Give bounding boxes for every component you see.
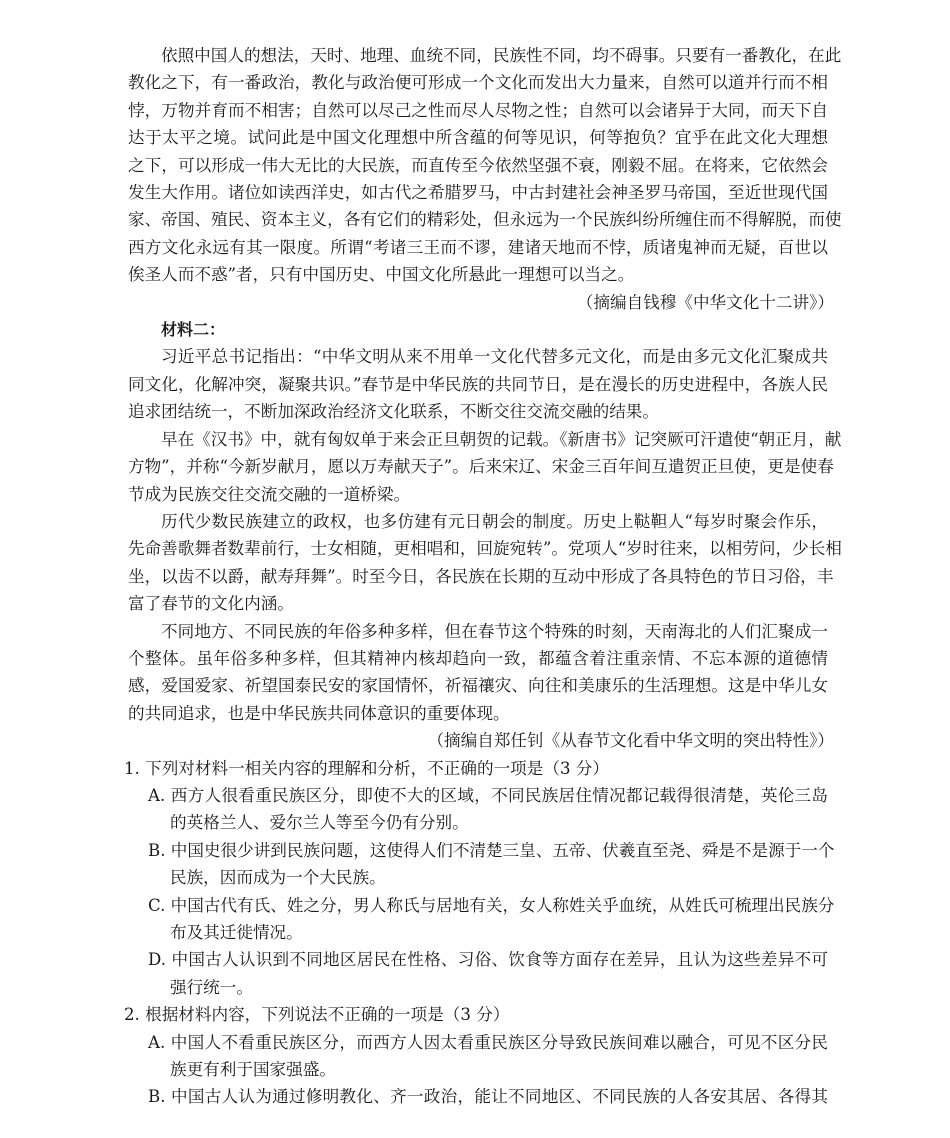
text-line: 家、帝国、殖民、资本主义，各有它们的精彩处，但永远为一个民族纠纷所缠住而不得解脱，而使 [128,210,842,230]
question-title: 2. 根据材料内容，下列说法不正确的一项是（3 分） [124,1005,510,1025]
question-1 [124,755,835,1002]
answer-option-b[interactable] [148,1083,828,1110]
paragraph [128,618,828,728]
text-line: 悖，万物并育而不相害；自然可以尽己之性而尽人尽物之性；自然可以会诸异于大同，而天下自 [128,100,828,120]
option-line: 族更有利于国家强盛。 [170,1060,336,1080]
option-line: 布及其迁徙情况。 [170,923,303,942]
text-line: 坐，以齿不以爵，献寿拜舞”。时至今日，各民族在长期的互动中形成了各具特色的节日习俗，丰 [128,566,834,586]
option-line: A. 中国人不看重民族区分，而西方人因太看重民族区分导致民族间难以融合，可见不区分民 [148,1032,828,1052]
text-line: 达于太平之境。试问此是中国文化理想中所含蕴的何等见识，何等抱负？宜乎在此文化大理想 [128,128,828,148]
text-line: 追求团结统一，不断加深政治经济文化联系，不断交往交流交融的结果。 [128,402,659,422]
text-line: 俟圣人而不惑”者，只有中国历史、中国文化所悬此一理想可以当之。 [128,265,635,285]
text-line: 教化之下，有一番政治，教化与政治便可形成一个文化而发出大力量来，自然可以道并行而不相 [128,73,828,93]
text-line: 的共同追求，也是中华民族共同体意识的重要体现。 [128,703,510,723]
question-2 [124,1001,828,1111]
question-title: 1. 下列对材料一相关内容的理解和分析，不正确的一项是（3 分） [124,758,609,778]
text-line: 早在《汉书》中，就有匈奴单于来会正旦朝贺的记载。《新唐书》记突厥可汗遣使“朝正月，献 [161,429,842,449]
text-line: 不同地方、不同民族的年俗多种多样，但在春节这个特殊的时刻，天南海北的人们汇聚成一 [161,621,828,641]
paragraph [128,426,842,508]
answer-option-a[interactable] [148,1029,828,1084]
text-line: 先命善歌舞者数辈前行，士女相随，更相唱和，回旋宛转”。党项人“岁时往来，以相劳问，少长相 [128,539,842,559]
answer-option-c[interactable] [148,892,835,947]
option-line: 民族，因而成为一个大民族。 [170,868,386,888]
text-line: 方物”，并称“今新岁献月，愿以万寿献天子”。后来宋辽、宋金三百年间互遣贺正旦使，更是使春 [128,457,834,477]
option-line: D. 中国古人认识到不同地区居民在性格、习俗、饮食等方面存在差异，且认为这些差异不可 [148,950,828,970]
text-line: 西方文化永远有其一限度。所谓“考诸三王而不谬，建诸天地而不悖，质诸鬼神而无疑，百世以 [128,237,828,257]
answer-option-d[interactable] [148,946,828,1001]
option-line: 的英格兰人、爱尔兰人等至今仍有分别。 [170,813,469,833]
material-one [128,42,842,316]
material-two [128,316,842,755]
text-line: 之下，可以形成一伟大无比的大民族，而直传至今依然坚强不衰，刚毅不屈。在将来，它依然会 [128,155,828,175]
answer-option-b[interactable] [148,837,835,892]
option-line: A. 西方人很看重民族区分，即使不大的区域，不同民族居住情况都记载得很清楚，英伦三岛 [148,785,828,805]
text-line: 富了春节的文化内涵。 [128,594,294,614]
paragraph [128,508,842,618]
paragraph [128,343,828,425]
option-line: B. 中国史很少讲到民族问题，这使得人们不清楚三皇、五帝、伏羲直至尧、舜是不是源于一个 [148,840,835,860]
text-line: 习近平总书记指出：“中华文明从来不用单一文化代替多元文化，而是由多元文化汇聚成共 [161,347,828,367]
text-line: 依照中国人的想法，天时、地理、血统不同，民族性不同，均不碍事。只要有一番教化，在此 [161,46,842,65]
option-line: C. 中国古代有氏、姓之分，男人称氏与居地有关，女人称姓关乎血统，从姓氏可梳理出民族分 [148,895,835,915]
text-line: 节成为民族交往交流交融的一道桥梁。 [128,484,411,504]
text-line: 个整体。虽年俗多种多样，但其精神内核却趋向一致，都蕴含着注重亲情、不忘本源的道德情 [128,648,828,668]
text-line: 同文化，化解冲突，凝聚共识。”春节是中华民族的共同节日，是在漫长的历史进程中，各族人民 [128,374,828,394]
option-line: 强行统一。 [170,977,253,997]
text-line: 感，爱国爱家、祈望国泰民安的家国情怀，祈福禳灾、向往和美康乐的生活理想。这是中华儿女 [128,676,828,696]
source-citation: （摘编自郑任钊《从春节文化看中华文明的突出特性》） [427,731,834,751]
source-citation: （摘编自钱穆《中华文化十二讲》） [576,292,834,312]
answer-option-a[interactable] [148,782,828,837]
text-line: 发生大作用。诸位如读西洋史，如古代之希腊罗马，中古封建社会神圣罗马帝国，至近世现代国 [128,183,828,203]
material-heading: 材料二： [161,320,226,340]
option-line: B. 中国古人认为通过修明教化、齐一政治，能让不同地区、不同民族的人各安其居、各得其 [148,1087,828,1107]
text-line: 历代少数民族建立的政权，也多仿建有元日朝会的制度。历史上鞑靼人“每岁时聚会作乐， [161,511,828,531]
